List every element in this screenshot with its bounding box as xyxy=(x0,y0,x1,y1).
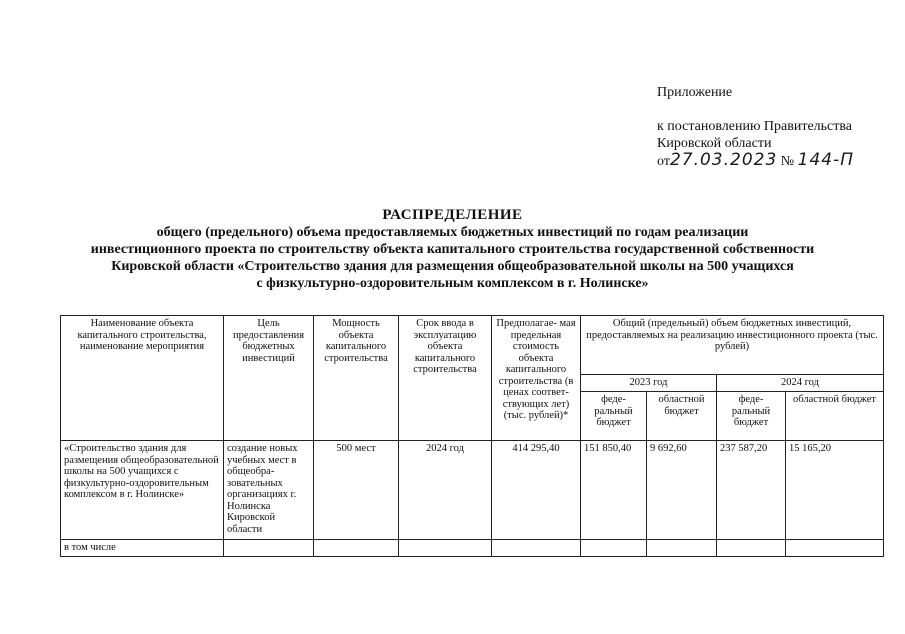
header-reg-2023: областной бюджет xyxy=(647,392,717,441)
header-total: Общий (предельный) объем бюджетных инвестиций, предоставляемых на реализацию инвестиционного проекта (тыс. рублей) xyxy=(581,316,884,375)
document-subtitle-line-1: общего (предельного) объема предоставляемых бюджетных инвестиций по годам реализации xyxy=(156,225,749,240)
date-prefix: от xyxy=(657,154,670,169)
document-subtitle-line-3: Кировской области «Строительство здания для размещения общеобразовательной школы на 500 учащихся xyxy=(111,259,794,274)
cell-commissioning: 2024 год xyxy=(399,441,492,540)
empty-cell xyxy=(647,540,717,557)
appendix-title: Приложение xyxy=(657,85,733,100)
empty-cell xyxy=(717,540,786,557)
cell-cost: 414 295,40 xyxy=(492,441,581,540)
header-fed-2024: феде- ральный бюджет xyxy=(717,392,786,441)
cell-fed-2023: 151 850,40 xyxy=(581,441,647,540)
document-subtitle-line-2: инвестиционного проекта по строительству объекта капитального строительства государственной собственности xyxy=(90,242,815,257)
cell-including-label: в том числе xyxy=(61,540,224,557)
header-year-2024: 2024 год xyxy=(717,375,884,392)
empty-cell xyxy=(581,540,647,557)
header-year-2023: 2023 год xyxy=(581,375,717,392)
number-prefix: № xyxy=(780,154,795,169)
header-fed-2023: феде- ральный бюджет xyxy=(581,392,647,441)
empty-cell xyxy=(224,540,314,557)
appendix-region-line: Кировской области xyxy=(657,136,772,151)
header-capacity: Мощность объекта капитального строительства xyxy=(314,316,399,441)
cell-capacity: 500 мест xyxy=(314,441,399,540)
investment-table xyxy=(60,315,884,557)
header-reg-2024: областной бюджет xyxy=(786,392,884,441)
cell-fed-2024: 237 587,20 xyxy=(717,441,786,540)
cell-reg-2024: 15 165,20 xyxy=(786,441,884,540)
empty-cell xyxy=(492,540,581,557)
header-commissioning: Срок ввода в эксплуатацию объекта капитального строительства xyxy=(399,316,492,441)
handwritten-number: 144-П xyxy=(797,150,855,170)
document-subtitle-line-4: с физкультурно-оздоровительным комплексом в г. Нолинске» xyxy=(256,276,649,291)
header-row-1 xyxy=(61,316,884,375)
empty-cell xyxy=(399,540,492,557)
table-row-including xyxy=(61,540,884,557)
appendix-block xyxy=(657,84,854,170)
document-heading: РАСПРЕДЕЛЕНИЕ xyxy=(382,207,523,223)
header-name: Наименование объекта капитального строительства, наименование мероприятия xyxy=(61,316,224,441)
document-title xyxy=(40,207,865,292)
cell-reg-2023: 9 692,60 xyxy=(647,441,717,540)
cell-name: «Строительство здания для размещения общеобразовательной школы на 500 учащихся с физкультурно-оздоровительным комплексом в г. Нолинске» xyxy=(61,441,224,540)
appendix-date-line xyxy=(657,152,854,170)
header-purpose: Цель предоставления бюджетных инвестиций xyxy=(224,316,314,441)
appendix-resolution-line: к постановлению Правительства xyxy=(657,119,853,134)
cell-purpose: создание новых учебных мест в общеобра- зовательных организациях г. Нолинска Кировской области xyxy=(224,441,314,540)
table-row xyxy=(61,441,884,540)
empty-cell xyxy=(786,540,884,557)
handwritten-date: 27.03.2023 xyxy=(669,150,778,170)
empty-cell xyxy=(314,540,399,557)
header-cost: Предполагае- мая предельная стоимость объекта капитального строительства (в ценах соответ- ствующих лет) (тыс. рублей)* xyxy=(492,316,581,441)
